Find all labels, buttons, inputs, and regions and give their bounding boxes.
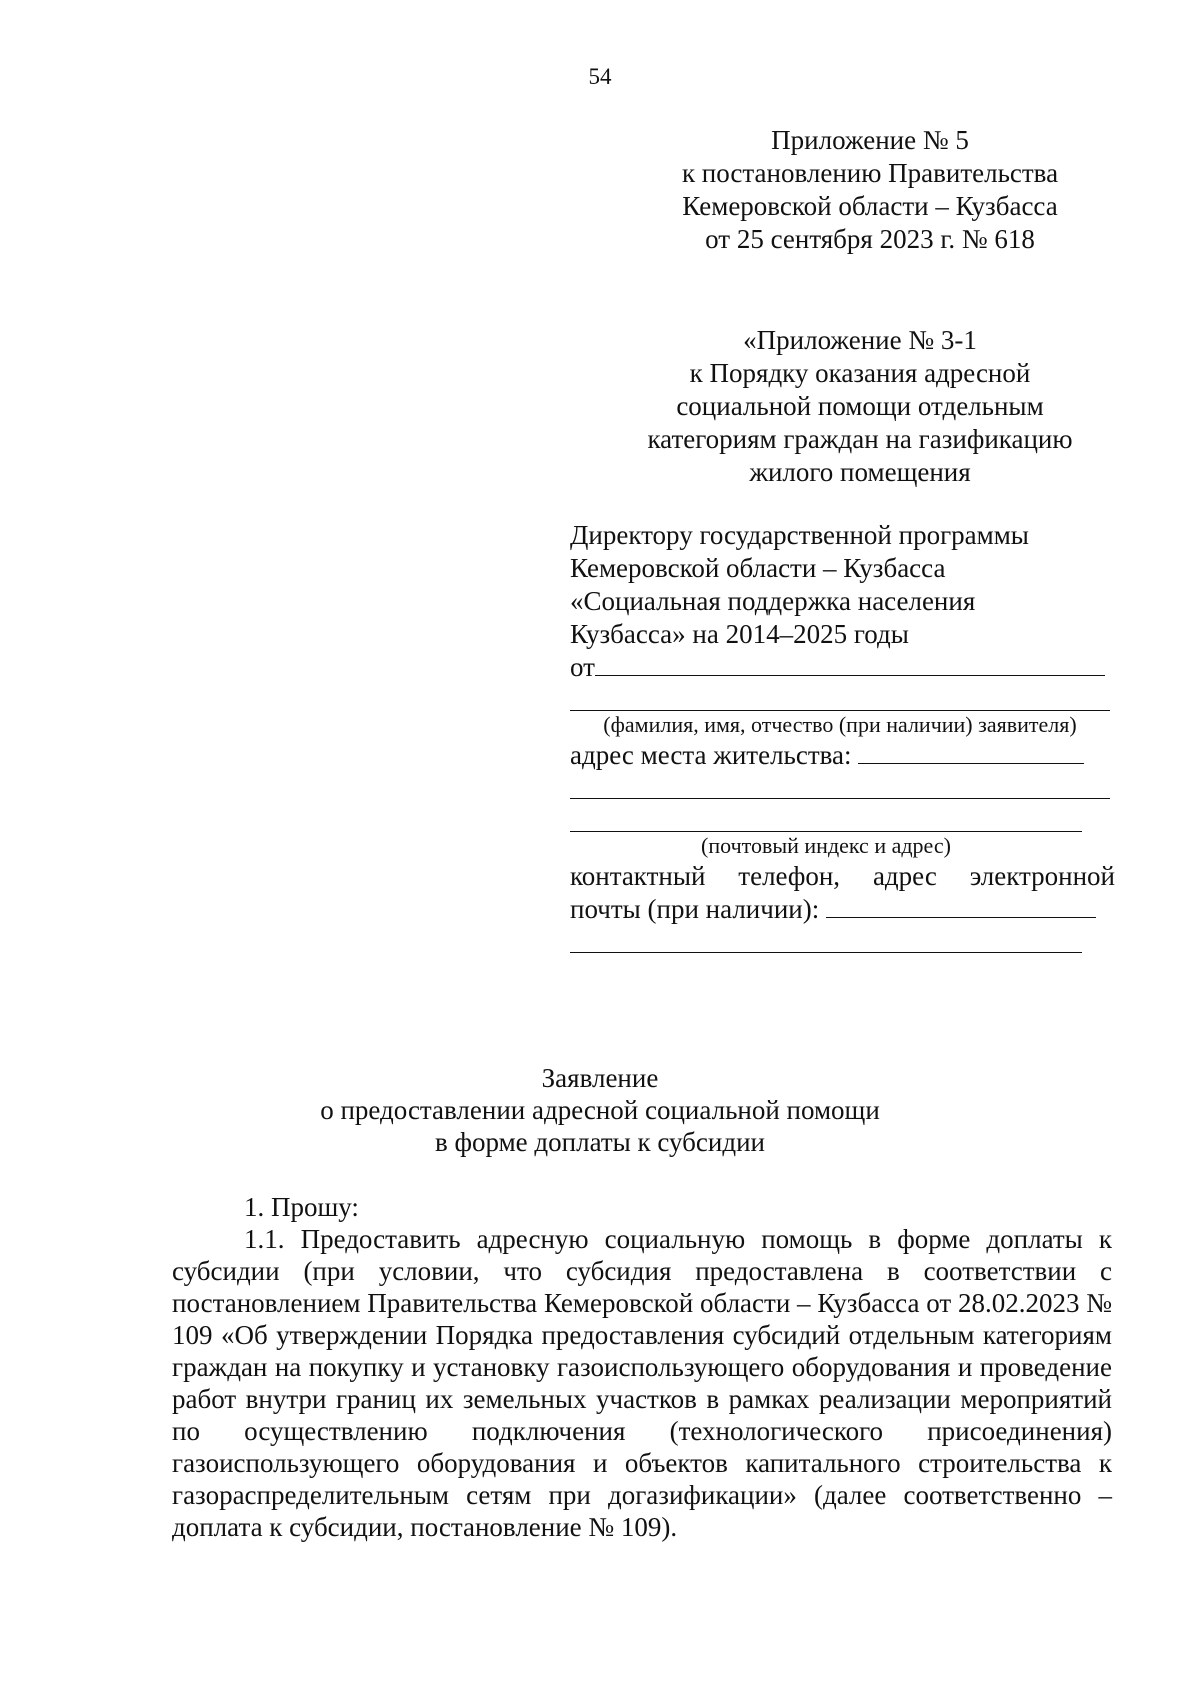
addressee-line: Директору государственной программы <box>570 520 1029 550</box>
page-number: 54 <box>588 64 612 89</box>
statement-body <box>172 1191 1112 1543</box>
addressee-line: «Социальная поддержка населения <box>570 586 976 616</box>
title-line: о предоставлении адресной социальной помощи <box>320 1095 880 1125</box>
address-blank-line3[interactable] <box>570 805 1082 832</box>
annex-5-line: от 25 сентября 2023 г. № 618 <box>705 224 1035 254</box>
name-caption: (фамилия, имя, отчество (при наличии) заявителя) <box>603 712 1077 737</box>
address-row <box>570 739 1115 772</box>
item-1: 1. Прошу: <box>244 1192 359 1222</box>
addressee-line: Кемеровской области – Кузбасса <box>570 553 946 583</box>
annex-5-line: Кемеровской области – Кузбасса <box>682 191 1058 221</box>
contact-blank[interactable] <box>826 893 1096 918</box>
annex-3-1-header <box>600 324 1120 489</box>
from-label: от <box>570 652 595 682</box>
addressee-line: Кузбасса» на 2014–2025 годы <box>570 619 909 649</box>
address-blank-line2[interactable] <box>570 772 1110 799</box>
annex-3-1-line: к Порядку оказания адресной <box>689 358 1031 388</box>
address-blank[interactable] <box>858 739 1084 764</box>
contact-label-line1: контактный телефон, адрес электронной <box>570 861 1115 891</box>
annex-3-1-line: категориям граждан на газификацию <box>647 424 1073 454</box>
address-label: адрес места жительства: <box>570 740 852 770</box>
annex-5-header <box>620 124 1120 256</box>
annex-5-line: к постановлению Правительства <box>681 158 1059 188</box>
annex-3-1-line: «Приложение № 3-1 <box>743 325 977 355</box>
from-name-blank-line2[interactable] <box>570 684 1110 711</box>
addressee-block <box>570 519 1115 953</box>
annex-3-1-line: социальной помощи отдельным <box>676 391 1044 421</box>
contact-row <box>570 893 1115 926</box>
annex-5-line: Приложение № 5 <box>771 125 969 155</box>
from-name-blank[interactable] <box>595 651 1105 676</box>
from-row <box>570 651 1115 684</box>
contact-label-line2: почты (при наличии): <box>570 894 820 924</box>
item-1-1: 1.1. Предоставить адресную социальную помощь в форме доплаты к субсидии (при условии, что субсидия предоставлена в соответствии с постановлением Правительства Кемеровской области – Кузбасса от 28.02.2023 № 109 «Об утверждении Порядка предоставления субсидий отдельным категориям граждан на покупку и установку газоиспользующего оборудования и проведение работ внутри границ их земельных участков в рамках реализации мероприятий по осуществлению подключения (технологического присоединения) газоиспользующего оборудования и объектов капитального строительства к газораспределительным сетям при догазификации» (далее соответственно – доплата к субсидии, постановление № 109). <box>172 1224 1112 1542</box>
contact-blank-line2[interactable] <box>570 926 1082 953</box>
title-line: в форме доплаты к субсидии <box>435 1127 765 1157</box>
address-caption: (почтовый индекс и адрес) <box>701 833 951 858</box>
statement-title <box>0 1062 1200 1158</box>
annex-3-1-line: жилого помещения <box>749 457 971 487</box>
title-line: Заявление <box>541 1063 659 1093</box>
